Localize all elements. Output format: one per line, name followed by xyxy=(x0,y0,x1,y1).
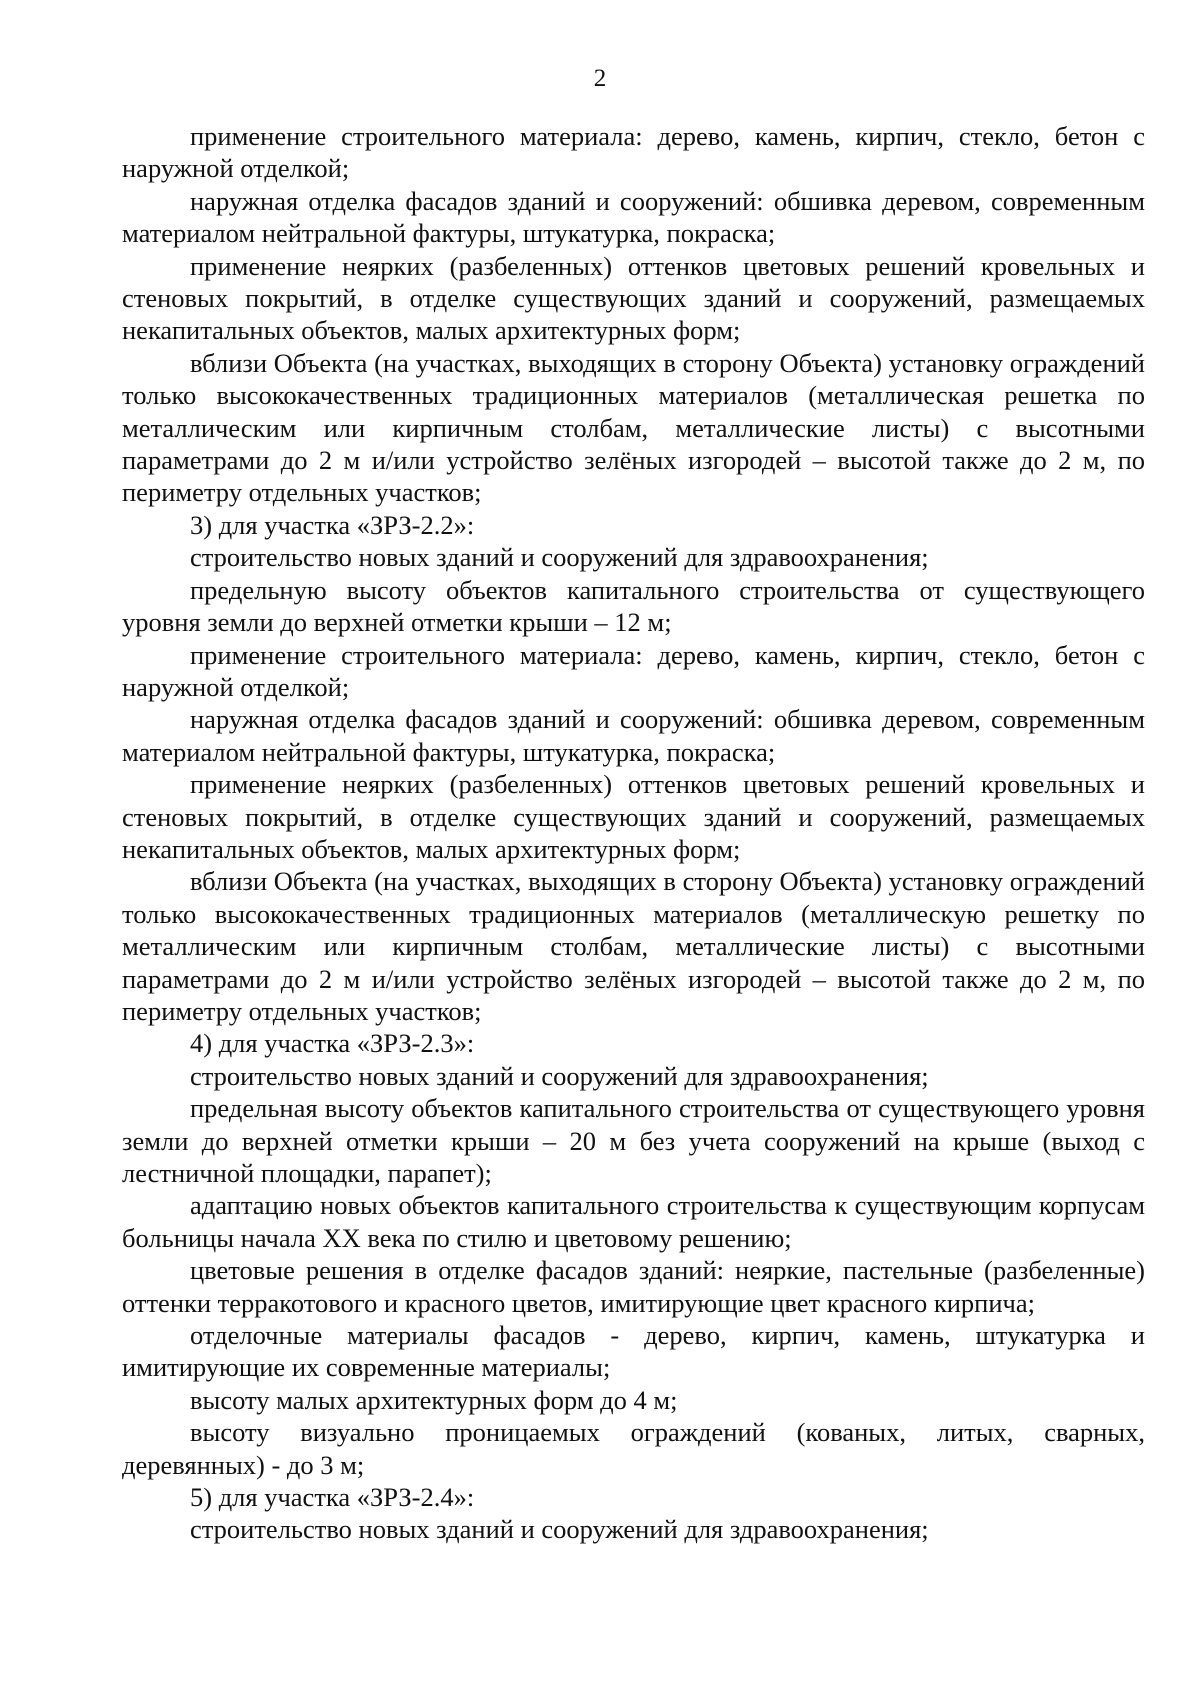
paragraph: отделочные материалы фасадов - дерево, кирпич, камень, штукатурка и имитирующие их современные материалы; xyxy=(122,1320,1145,1383)
section-heading-zrz-2-2: 3) для участка «ЗРЗ-2.2»: xyxy=(190,509,475,540)
paragraph: применение строительного материала: дерево, камень, кирпич, стекло, бетон с наружной отделкой; xyxy=(122,639,1145,702)
paragraph: наружная отделка фасадов зданий и сооружений: обшивка деревом, современным материалом нейтральной фактуры, штукатурка, покраска; xyxy=(122,185,1145,249)
paragraph: строительство новых зданий и сооружений для здравоохранения; xyxy=(190,1514,929,1545)
paragraph: наружная отделка фасадов зданий и сооружений: обшивка деревом, современным материалом нейтральной фактуры, штукатурка, покраска; xyxy=(122,704,1145,767)
paragraph: применение неярких (разбеленных) оттенков цветовых решений кровельных и стеновых покрытий, в отделке существующих зданий и сооружений, размещаемых некапитальных объектов, малых архитектурных форм; xyxy=(122,769,1145,864)
paragraph: предельная высоту объектов капитального строительства от существующего уровня земли до верхней отметки крыши – 20 м без учета сооружений на крыше (выход с лестничной площадки, парапет); xyxy=(122,1093,1145,1188)
paragraph: цветовые решения в отделке фасадов зданий: неяркие, пастельные (разбеленные) оттенки терракотового и красного цветов, имитирующие цвет красного кирпича; xyxy=(122,1255,1145,1318)
paragraph: применение неярких (разбеленных) оттенков цветовых решений кровельных и стеновых покрытий, в отделке существующих зданий и сооружений, размещаемых некапитальных объектов, малых архитектурных форм; xyxy=(122,250,1145,346)
page-number: 2 xyxy=(593,65,607,92)
paragraph: адаптацию новых объектов капитального строительства к существующим корпусам больницы начала XX века по стилю и цветовому решению; xyxy=(122,1190,1145,1253)
paragraph: строительство новых зданий и сооружений для здравоохранения; xyxy=(190,542,929,573)
paragraph: предельную высоту объектов капитального строительства от существующего уровня земли до верхней отметки крыши – 12 м; xyxy=(122,574,1145,638)
paragraph: высоту малых архитектурных форм до 4 м; xyxy=(190,1384,678,1415)
paragraph: вблизи Объекта (на участках, выходящих в сторону Объекта) установку ограждений только высококачественных традиционных материалов (металлическую решетку по металлическим или кирпичным столбам, металлические листы) с высотными параметрами до 2 м и/или устройство зелёных изгородей – высотой также до 2 м, по периметру отдельных участков; xyxy=(122,866,1145,1026)
document-body xyxy=(122,120,1145,1546)
paragraph: вблизи Объекта (на участках, выходящих в сторону Объекта) установку ограждений только высококачественных традиционных материалов (металлическая решетка по металлическим или кирпичным столбам, металлические листы) с высотными параметрами до 2 м и/или устройство зелёных изгородей – высотой также до 2 м, по периметру отдельных участков; xyxy=(122,347,1145,508)
paragraph: строительство новых зданий и сооружений для здравоохранения; xyxy=(190,1060,929,1091)
section-heading-zrz-2-4: 5) для участка «ЗРЗ-2.4»: xyxy=(190,1482,475,1513)
paragraph: применение строительного материала: дерево, камень, кирпич, стекло, бетон с наружной отделкой; xyxy=(122,121,1145,184)
section-heading-zrz-2-3: 4) для участка «ЗРЗ-2.3»: xyxy=(190,1028,475,1059)
paragraph: высоту визуально проницаемых ограждений (кованых, литых, сварных, деревянных) - до 3 м; xyxy=(122,1417,1145,1480)
